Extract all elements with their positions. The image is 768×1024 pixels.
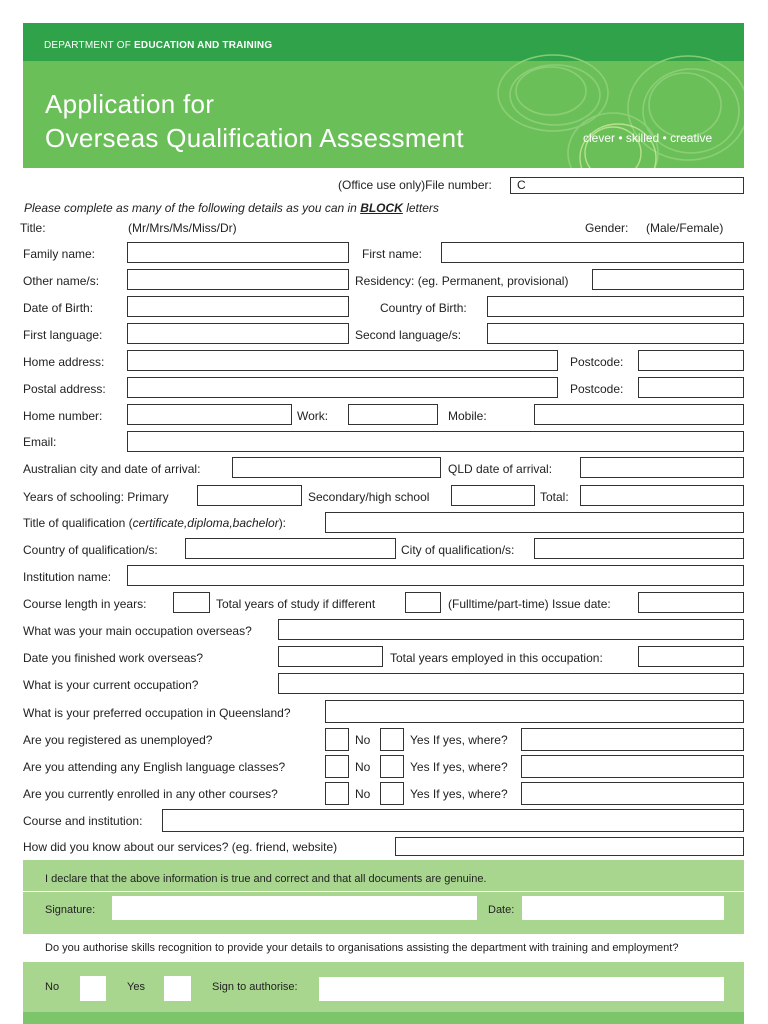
english-where-field[interactable]	[521, 755, 744, 778]
enrolled-yes-checkbox[interactable]	[380, 782, 404, 805]
enrolled-yes-label: Yes If yes, where?	[410, 787, 508, 801]
enrolled-no-checkbox[interactable]	[325, 782, 349, 805]
how-know-field[interactable]	[395, 837, 744, 856]
finished-work-field[interactable]	[278, 646, 383, 667]
aus-city-field[interactable]	[232, 457, 441, 478]
unemployed-no-checkbox[interactable]	[325, 728, 349, 751]
english-label: Are you attending any English language classes?	[23, 760, 286, 774]
country-qual-label: Country of qualification/s:	[23, 543, 158, 557]
aus-city-label: Australian city and date of arrival:	[23, 462, 201, 476]
country-qual-field[interactable]	[185, 538, 396, 559]
tagline: clever • skilled • creative	[583, 131, 713, 145]
total-study-field[interactable]	[405, 592, 441, 613]
first-language-label: First language:	[23, 328, 103, 342]
schooling-label: Years of schooling: Primary	[23, 490, 169, 504]
english-no-label: No	[355, 760, 371, 774]
total-employed-field[interactable]	[638, 646, 744, 667]
total-label: Total:	[540, 490, 569, 504]
office-use-label: (Office use only)File number:	[338, 178, 492, 192]
qld-date-field[interactable]	[580, 457, 744, 478]
declaration-divider	[23, 891, 744, 892]
institution-label: Institution name:	[23, 570, 112, 584]
qualification-title-prefix: Title of qualification (	[23, 516, 133, 530]
first-language-field[interactable]	[127, 323, 349, 344]
course-length-label: Course length in years:	[23, 597, 147, 611]
secondary-years-field[interactable]	[451, 485, 535, 506]
current-occupation-field[interactable]	[278, 673, 744, 694]
sign-authorise-field[interactable]	[319, 977, 724, 1001]
home-number-field[interactable]	[127, 404, 292, 425]
home-address-label: Home address:	[23, 355, 105, 369]
instructions-prefix: Please complete as many of the following details as you can in	[24, 201, 361, 215]
dob-label: Date of Birth:	[23, 301, 94, 315]
family-name-label: Family name:	[23, 247, 96, 261]
footer-strip	[23, 1012, 744, 1024]
authorise-no-label: No	[45, 981, 60, 993]
english-yes-label: Yes If yes, where?	[410, 760, 508, 774]
unemployed-no-label: No	[355, 733, 371, 747]
authorise-yes-label: Yes	[127, 981, 145, 993]
mobile-label: Mobile:	[448, 409, 487, 423]
city-qual-field[interactable]	[534, 538, 744, 559]
title-options: (Mr/Mrs/Ms/Miss/Dr)	[128, 221, 237, 235]
institution-field[interactable]	[127, 565, 744, 586]
first-name-label: First name:	[362, 247, 423, 261]
signature-label: Signature:	[45, 904, 96, 916]
postal-address-field[interactable]	[127, 377, 558, 398]
main-occupation-label: What was your main occupation overseas?	[23, 624, 252, 638]
english-no-checkbox[interactable]	[325, 755, 349, 778]
total-study-label: Total years of study if different	[216, 597, 376, 611]
work-label: Work:	[297, 409, 329, 423]
country-birth-label: Country of Birth:	[380, 301, 467, 315]
unemployed-where-field[interactable]	[521, 728, 744, 751]
course-length-field[interactable]	[173, 592, 210, 613]
main-occupation-field[interactable]	[278, 619, 744, 640]
date-label: Date:	[488, 904, 515, 916]
how-know-label: How did you know about our services? (eg. friend, website)	[23, 840, 338, 854]
fulltime-issue-label: (Fulltime/part-time) Issue date:	[448, 597, 611, 611]
second-language-field[interactable]	[487, 323, 744, 344]
family-name-field[interactable]	[127, 242, 349, 263]
mobile-number-field[interactable]	[534, 404, 744, 425]
english-yes-checkbox[interactable]	[380, 755, 404, 778]
email-label: Email:	[23, 435, 57, 449]
postal-postcode-field[interactable]	[638, 377, 744, 398]
sign-authorise-label: Sign to authorise:	[212, 981, 298, 993]
dob-field[interactable]	[127, 296, 349, 317]
instructions-suffix: letters	[402, 201, 439, 215]
home-postcode-label: Postcode:	[570, 355, 624, 369]
primary-years-field[interactable]	[197, 485, 302, 506]
total-years-field[interactable]	[580, 485, 744, 506]
qualification-title-examples: certificate,diploma,bachelor	[132, 516, 279, 530]
header-banner	[23, 23, 744, 168]
swirl-decoration-icon	[463, 53, 744, 168]
home-postcode-field[interactable]	[638, 350, 744, 371]
gender-label: Gender:	[585, 221, 629, 235]
signature-field[interactable]	[112, 896, 477, 920]
home-address-field[interactable]	[127, 350, 558, 371]
authorise-yes-checkbox[interactable]	[164, 976, 191, 1001]
qualification-title-label	[23, 516, 286, 530]
unemployed-yes-checkbox[interactable]	[380, 728, 404, 751]
country-birth-field[interactable]	[487, 296, 744, 317]
preferred-occupation-label: What is your preferred occupation in Queensland?	[23, 706, 291, 720]
course-institution-field[interactable]	[162, 809, 744, 832]
first-name-field[interactable]	[441, 242, 744, 263]
title-label: Title:	[20, 221, 46, 235]
email-field[interactable]	[127, 431, 744, 452]
finished-work-label: Date you finished work overseas?	[23, 651, 204, 665]
other-names-field[interactable]	[127, 269, 349, 290]
preferred-occupation-field[interactable]	[325, 700, 744, 723]
other-names-label: Other name/s:	[23, 274, 100, 288]
qualification-title-suffix: ):	[278, 516, 287, 530]
department-name	[44, 40, 272, 51]
department-title: EDUCATION AND TRAINING	[134, 40, 273, 51]
file-number-value: C	[517, 178, 526, 192]
unemployed-label: Are you registered as unemployed?	[23, 733, 213, 747]
declaration-text: I declare that the above information is true and correct and that all documents are genuine.	[45, 873, 487, 885]
home-number-label: Home number:	[23, 409, 103, 423]
qualification-title-field[interactable]	[325, 512, 744, 533]
gender-options: (Male/Female)	[646, 221, 724, 235]
enrolled-label: Are you currently enrolled in any other courses?	[23, 787, 278, 801]
page-title-line2: Overseas Qualification Assessment	[45, 123, 464, 153]
qld-date-label: QLD date of arrival:	[448, 462, 553, 476]
authorise-no-checkbox[interactable]	[80, 976, 106, 1001]
total-employed-label: Total years employed in this occupation:	[390, 651, 603, 665]
postal-postcode-label: Postcode:	[570, 382, 624, 396]
enrolled-where-field[interactable]	[521, 782, 744, 805]
date-field[interactable]	[522, 896, 724, 920]
residency-field[interactable]	[592, 269, 744, 290]
postal-address-label: Postal address:	[23, 382, 106, 396]
page-title-line1: Application for	[45, 89, 215, 119]
city-qual-label: City of qualification/s:	[401, 543, 515, 557]
department-prefix: DEPARTMENT OF	[44, 40, 132, 51]
issue-date-field[interactable]	[638, 592, 744, 613]
second-language-label: Second language/s:	[355, 328, 462, 342]
file-number-field[interactable]	[510, 177, 744, 194]
current-occupation-label: What is your current occupation?	[23, 678, 199, 692]
enrolled-no-label: No	[355, 787, 371, 801]
secondary-label: Secondary/high school	[308, 490, 430, 504]
course-institution-label: Course and institution:	[23, 814, 143, 828]
unemployed-yes-label: Yes If yes, where?	[410, 733, 508, 747]
authorise-question: Do you authorise skills recognition to provide your details to organisations assisting the department with training and employment?	[45, 942, 679, 954]
residency-label: Residency: (eg. Permanent, provisional)	[355, 274, 569, 288]
instructions	[24, 201, 439, 215]
work-number-field[interactable]	[348, 404, 438, 425]
instructions-emphasis: BLOCK	[360, 201, 403, 215]
